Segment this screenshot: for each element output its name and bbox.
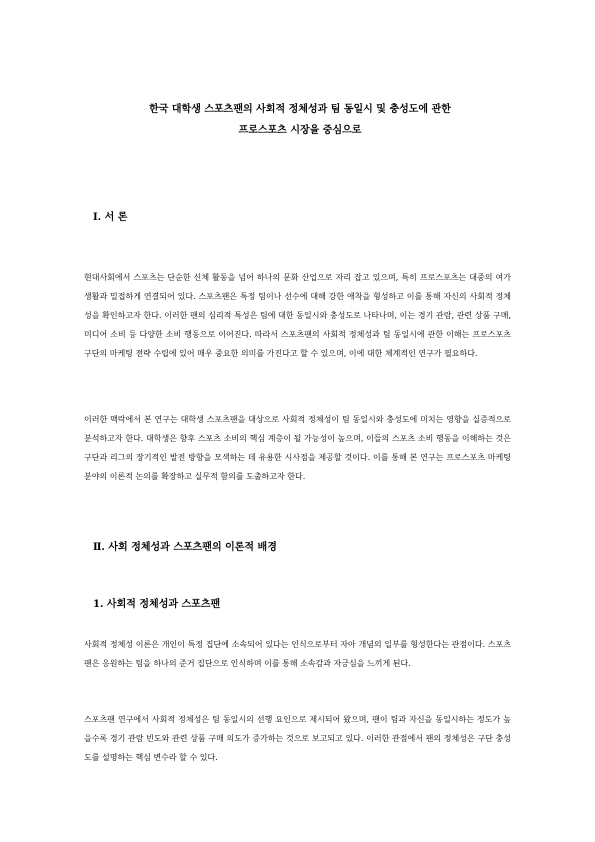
intro-paragraph-1: 현대사회에서 스포츠는 단순한 신체 활동을 넘어 하나의 문화 산업으로 자리 잡고 있으며, 특히 프로스포츠는 대중의 여가 생활과 밀접하게 연결되어 있다. 스포츠팬은 특정 팀이나 선수에 대해 강한 애착을 형성하고 이를 통해 자신의 사회적 정체성을 확인하고자 한다. 이러한 팬의 심리적 특성은 팀에 대한 동일시와 충성도로 나타나며, 이는 경기 관람, 관련 상품 구매, 미디어 소비 등 다양한 소비 행동으로 이어진다. 따라서 스포츠팬의 사회적 정체성과 팀 동일시에 관한 이해는 프로스포츠 구단의 마케팅 전략 수립에 있어 매우 중요한 의미를 가진다고 할 수 있으며, 이에 대한 체계적인 연구가 필요하다. [84, 273, 511, 358]
intro-paragraph-2: 이러한 맥락에서 본 연구는 대학생 스포츠팬을 대상으로 사회적 정체성이 팀 동일시와 충성도에 미치는 영향을 실증적으로 분석하고자 한다. 대학생은 향후 스포츠 소비의 핵심 계층이 될 가능성이 높으며, 이들의 스포츠 소비 행동을 이해하는 것은 구단과 리그의 장기적인 발전 방향을 모색하는 데 유용한 시사점을 제공할 것이다. 이를 통해 본 연구는 프로스포츠 마케팅 분야의 이론적 논의를 확장하고 실무적 함의를 도출하고자 한다. [84, 415, 511, 481]
section-1-paragraph-1: 사회적 정체성 이론은 개인이 특정 집단에 소속되어 있다는 인식으로부터 자아 개념의 일부를 형성한다는 관점이다. 스포츠팬은 응원하는 팀을 하나의 준거 집단으로 인식하며 이를 통해 소속감과 자긍심을 느끼게 된다. [84, 640, 511, 668]
section-1-heading: Ⅱ. 사회 정체성과 스포츠팬의 이론적 배경 [93, 542, 277, 553]
document-title-line-2: 프로스포츠 시장을 중심으로 [238, 125, 362, 136]
subsection-1-heading: 1. 사회적 정체성과 스포츠팬 [93, 599, 221, 610]
document-title-line-1: 한국 대학생 스포츠팬의 사회적 정체성과 팀 동일시 및 충성도에 관한 [149, 104, 451, 115]
section-1-paragraph-2: 스포츠팬 연구에서 사회적 정체성은 팀 동일시의 선행 요인으로 제시되어 왔으며, 팬이 팀과 자신을 동일시하는 정도가 높을수록 경기 관람 빈도와 관련 상품 구매 의도가 증가하는 것으로 보고되고 있다. 이러한 관점에서 팬의 정체성은 구단 충성도를 설명하는 핵심 변수라 할 수 있다. [84, 715, 511, 762]
intro-heading: Ⅰ. 서 론 [93, 212, 128, 223]
